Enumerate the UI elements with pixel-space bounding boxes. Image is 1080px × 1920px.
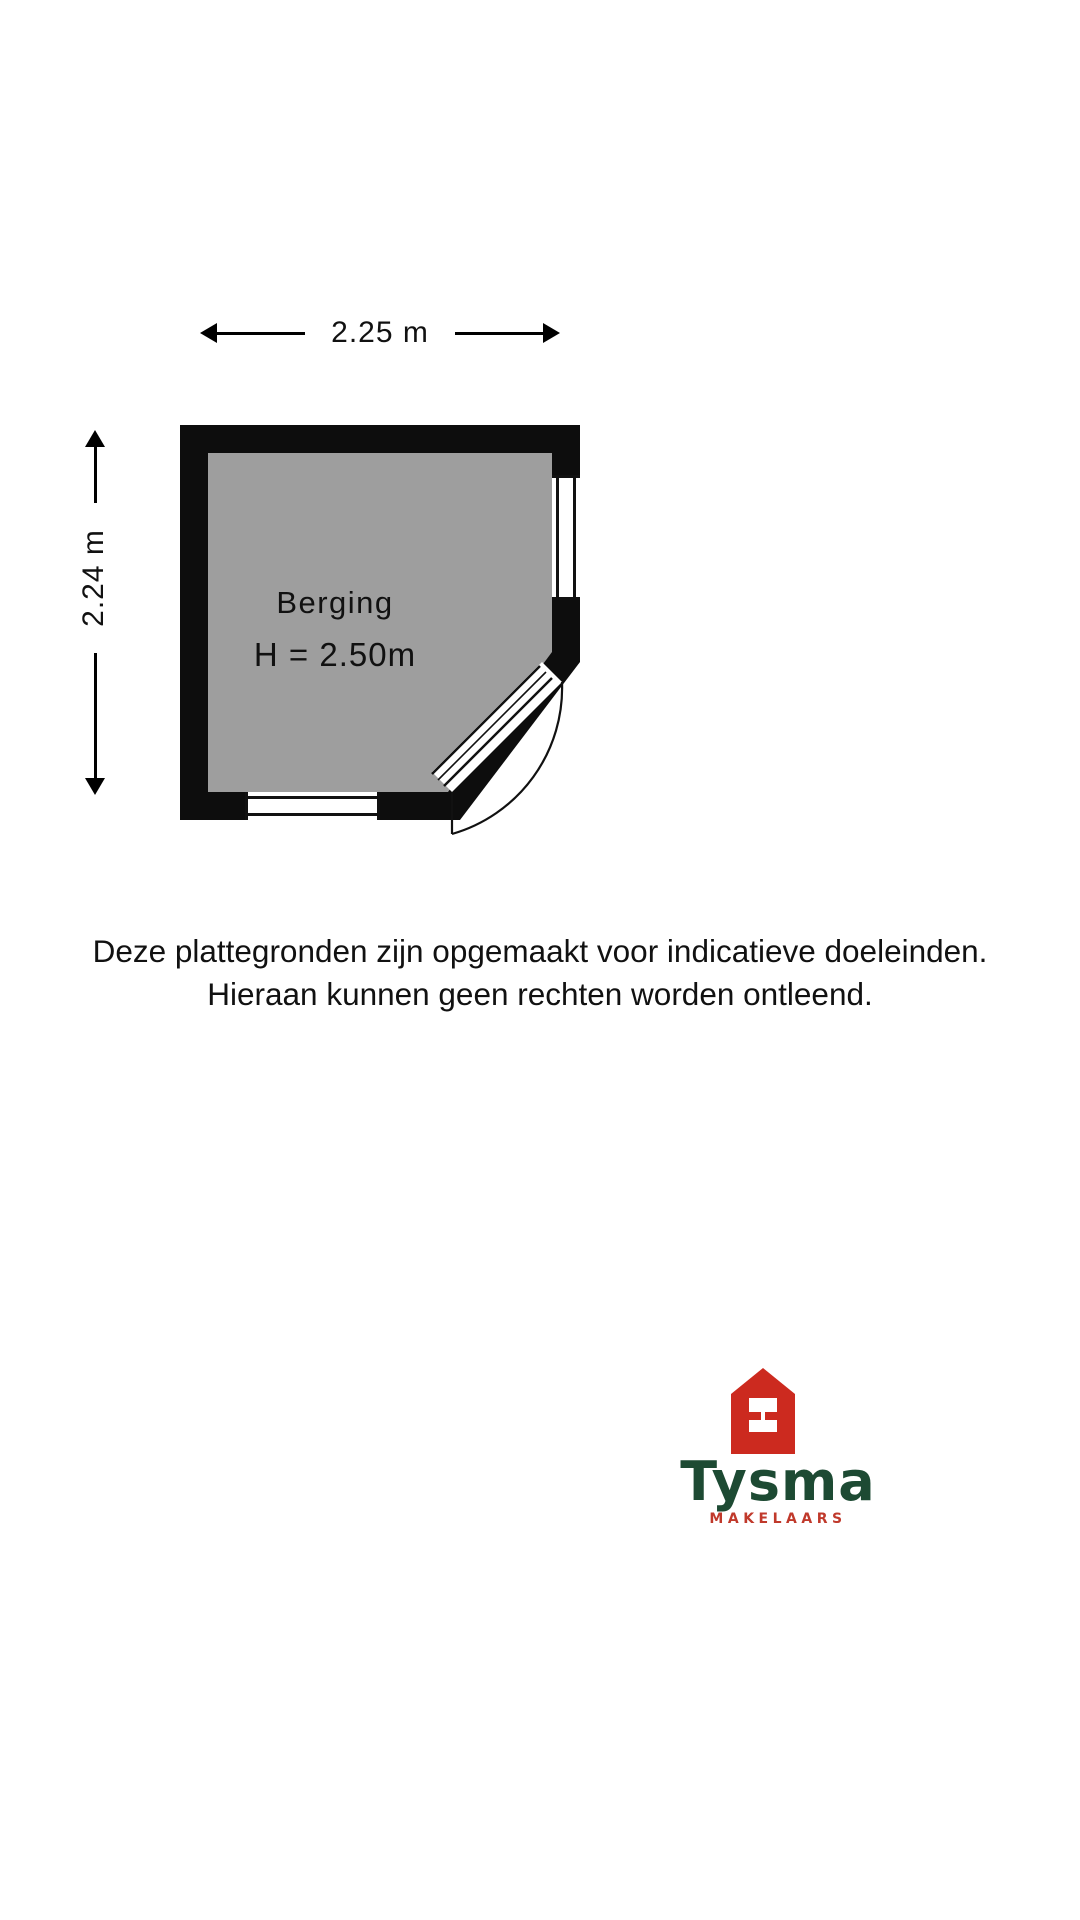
floorplan-drawing [160, 400, 600, 860]
disclaimer-line-1: Deze plattegronden zijn opgemaakt voor indicatieve doeleinden. [92, 933, 988, 969]
room-name-label: Berging [276, 585, 394, 620]
window-right-frame-bottom [552, 597, 580, 600]
window-bottom-frame-left [245, 792, 248, 820]
disclaimer [0, 930, 1080, 1016]
floorplan-svg [160, 400, 600, 860]
dimension-width [200, 305, 560, 361]
company-logo[interactable] [648, 1368, 908, 1528]
disclaimer-line-2: Hieraan kunnen geen rechten worden ontleend. [207, 976, 873, 1012]
window-bottom-pane-line-2 [245, 813, 380, 816]
dimension-height-label: 2.24 m [68, 503, 120, 653]
window-right-frame-top [552, 475, 580, 478]
logo-wordmark: Tysma [680, 1450, 876, 1513]
window-right-pane-line-1 [556, 475, 559, 600]
arrow-right-icon [543, 323, 560, 343]
dimension-height [66, 430, 126, 795]
dimension-width-label: 2.25 m [305, 305, 455, 361]
window-bottom-pane-line-1 [245, 796, 380, 799]
arrow-down-icon [85, 778, 105, 795]
window-right-pane-line-2 [573, 475, 576, 600]
house-logo-icon [731, 1368, 795, 1454]
logo-tagline: MAKELAARS [709, 1511, 847, 1527]
room-height-label: H = 2.50m [253, 636, 417, 673]
window-bottom-frame-right [377, 792, 380, 820]
